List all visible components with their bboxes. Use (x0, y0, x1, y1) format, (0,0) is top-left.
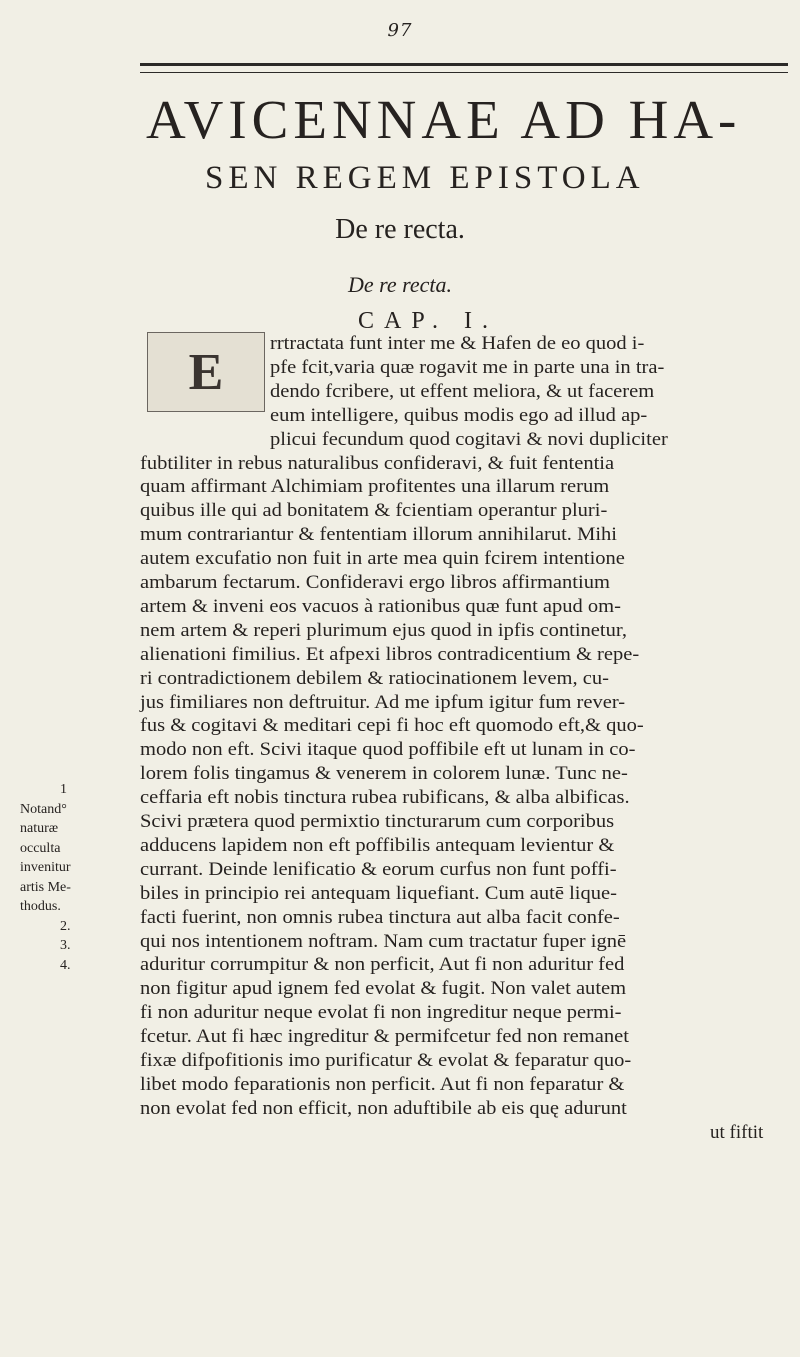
text-line: pfe fcit,varia quæ rogavit me in parte una in tra- (270, 356, 665, 378)
text-line: autem excufatio non fuit in arte mea quin fcirem intentione (140, 548, 625, 570)
text-line: artem & inveni eos vacuos à rationibus quæ funt apud om- (140, 595, 621, 617)
text-line: facti fuerint, non omnis rubea tinctura aut alba facit confe- (140, 906, 620, 928)
text-line: ri contradictionem debilem & ratiocinationem levem, cu- (140, 667, 609, 689)
margin-note: thodus. (20, 899, 61, 914)
text-line: non figitur apud ignem fed evolat & fugit. Non valet autem (140, 978, 627, 1000)
text-line: fubtiliter in rebus naturalibus confideravi, & fuit fententia (140, 452, 615, 474)
text-line: currant. Deinde lenificatio & eorum curfus non funt poffi- (140, 858, 617, 880)
text-line: nem artem & reperi plurimum ejus quod in ipfis continetur, (140, 619, 627, 641)
margin-note: 3. (60, 938, 71, 953)
text-line: libet modo feparationis non perficit. Aut fi non feparatur & (140, 1073, 625, 1095)
text-line: non evolat fed non efficit, non aduftibile ab eis quę adurunt (140, 1097, 627, 1119)
decorated-initial (147, 332, 265, 412)
text-line: fi non aduritur neque evolat fi non ingreditur neque permi- (140, 1002, 622, 1024)
margin-note: 4. (60, 957, 71, 973)
text-line: aduritur corrumpitur & non perficit, Aut fi non aduritur fed (140, 954, 625, 976)
text-line: rrtractata funt inter me & Hafen de eo quod i- (270, 333, 645, 354)
text-line: plicui fecundum quod cogitavi & novi dupliciter (270, 428, 668, 450)
text-line: fixæ difpofitionis imo purificatur & evolat & feparatur quo- (140, 1050, 632, 1071)
text-line: biles in principio rei antequam liquefiant. Cum autē lique- (140, 882, 617, 904)
chapter-heading: CAP. I. (358, 308, 499, 334)
subtitle: De re recta. (335, 214, 465, 245)
text-line: fus & cogitavi & meditari cepi fi hoc eft quomodo eft,& quo- (140, 715, 644, 737)
text-line: qui nos intentionem noftram. Nam cum tractatur fuper ignē (140, 930, 627, 952)
text-line: mum contrariantur & fententiam illorum annihilarut. Mihi (140, 524, 617, 546)
text-line: eum intelligere, quibus modis ego ad illud ap- (270, 404, 648, 426)
text-line: quam affirmant Alchimiam profitentes una illarum rerum (140, 476, 610, 498)
text-line: jus fimiliares non deftruitur. Ad me ipfum igitur fum rever- (140, 691, 626, 713)
margin-note: Notand° (20, 801, 67, 817)
margin-note: invenitur (20, 860, 71, 875)
margin-note: 1 (60, 782, 67, 797)
text-line: ut fiftit (710, 1121, 764, 1143)
header-rule (140, 63, 788, 73)
text-line: lorem folis tingamus & venerem in colorem lunæ. Tunc ne- (140, 763, 628, 785)
text-line: dendo fcribere, ut effent meliora, & ut facerem (270, 380, 655, 402)
text-line: modo non eft. Scivi itaque quod poffibile eft ut lunam in co- (140, 739, 636, 761)
margin-note: occulta (20, 840, 61, 856)
text-line: Scivi prætera quod permixtio tincturarum cum corporibus (140, 811, 615, 832)
margin-note: naturæ (20, 821, 59, 836)
text-line: adducens lapidem non eft poffibilis antequam levientur & (140, 834, 615, 856)
margin-notes (20, 780, 112, 975)
subtitle-italic: De re recta. (347, 272, 453, 297)
text-line: quibus ille qui ad bonitatem & fcientiam operantur pluri- (140, 500, 608, 522)
margin-note: 2. (60, 918, 71, 934)
title-line-1: AVICENNAE AD HA- (146, 89, 742, 150)
initial-letter: E (188, 343, 224, 401)
text-line: ambarum fectarum. Confideravi ergo libros affirmantium (140, 572, 610, 593)
text-line: ceffaria eft nobis tinctura rubea rubificans, & alba albificas. (140, 787, 630, 809)
text-line: alienationi fimilius. Et afpexi libros contradicentium & repe- (140, 643, 640, 665)
margin-note: artis Me- (20, 879, 71, 895)
text-line: fcetur. Aut fi hæc ingreditur & permifcetur fed non remanet (140, 1026, 629, 1048)
page-number: 97 (387, 20, 413, 41)
title-line-2: SEN REGEM EPISTOLA (205, 160, 645, 196)
